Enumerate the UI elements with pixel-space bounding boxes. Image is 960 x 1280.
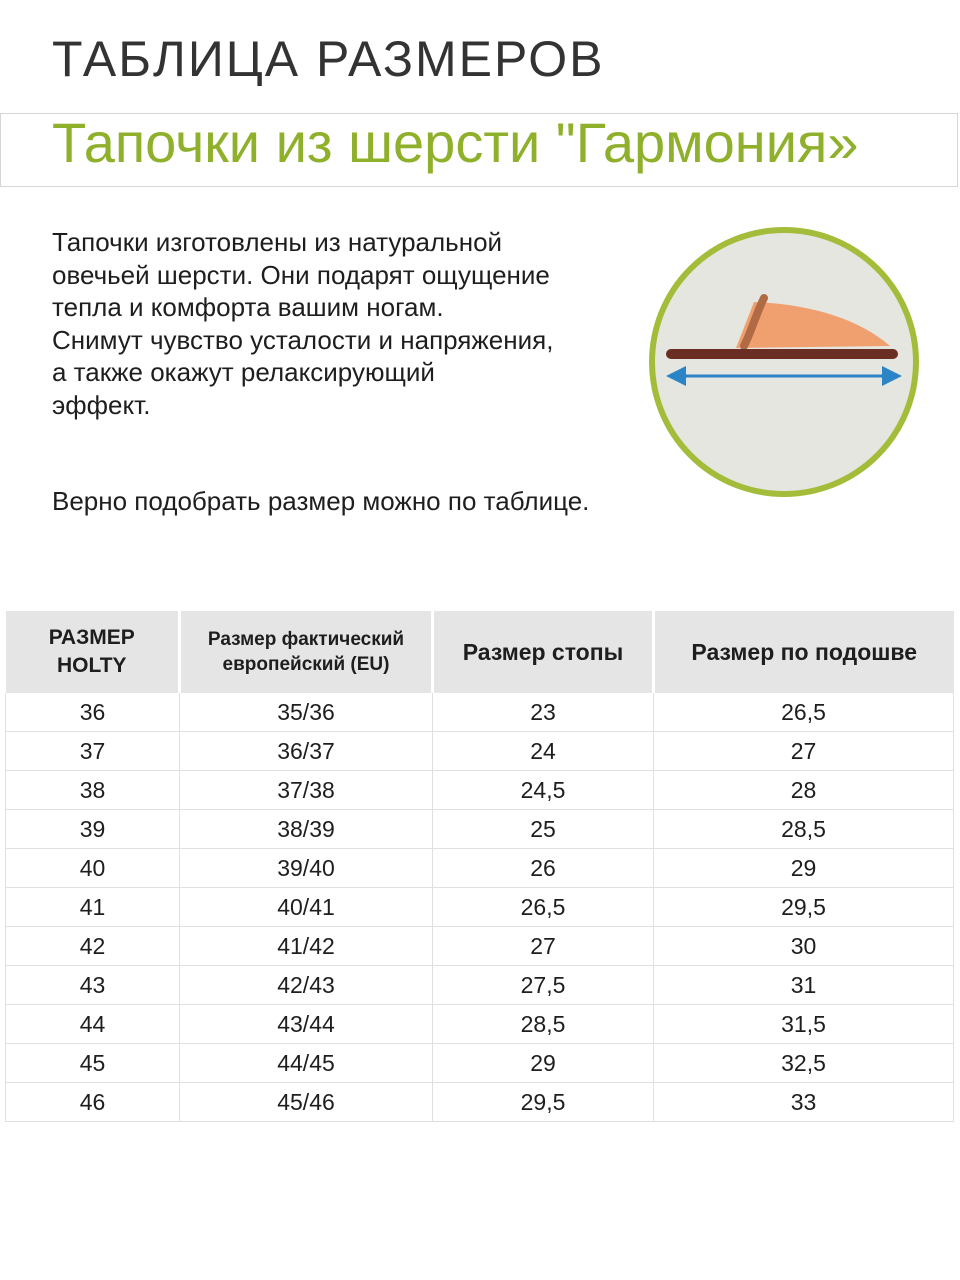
table-header-row: [6, 611, 954, 693]
cell-sole-size: 29: [654, 849, 954, 888]
cell-foot-size: 27: [433, 927, 654, 966]
cell-holty-size: 45: [6, 1044, 180, 1083]
cell-sole-size: 29,5: [654, 888, 954, 927]
description-line: Снимут чувство усталости и напряжения,: [52, 324, 554, 355]
description-line: Тапочки изготовлены из натуральной: [52, 227, 503, 257]
cell-foot-size: 24,5: [433, 771, 654, 810]
illustration-circle: [652, 230, 916, 494]
cell-sole-size: 28: [654, 771, 954, 810]
cell-sole-size: 31,5: [654, 1005, 954, 1044]
product-description: [52, 226, 612, 421]
size-table: [5, 611, 954, 1122]
cell-holty-size: 42: [6, 927, 180, 966]
description-line: овечьей шерсти. Они подарят ощущение: [52, 259, 550, 290]
cell-foot-size: 29,5: [433, 1083, 654, 1122]
cell-sole-size: 28,5: [654, 810, 954, 849]
cell-holty-size: 39: [6, 810, 180, 849]
header-foot-size: Размер стопы: [433, 611, 654, 693]
cell-holty-size: 36: [6, 693, 180, 732]
cell-holty-size: 38: [6, 771, 180, 810]
cell-holty-size: 40: [6, 849, 180, 888]
cell-sole-size: 26,5: [654, 693, 954, 732]
slipper-sole-length-icon: [648, 226, 920, 498]
cell-holty-size: 37: [6, 732, 180, 771]
cell-eu-size: 45/46: [180, 1083, 433, 1122]
table-row: [6, 732, 954, 771]
table-row: [6, 771, 954, 810]
table-body: [6, 693, 954, 1122]
page-title: ТАБЛИЦА РАЗМЕРОВ: [52, 31, 605, 87]
size-hint: Верно подобрать размер можно по таблице.: [52, 486, 590, 516]
cell-holty-size: 41: [6, 888, 180, 927]
description-line: эффект.: [52, 389, 151, 420]
table-row: [6, 1044, 954, 1083]
header-sole-size: Размер по подошве: [654, 611, 954, 693]
header-eu-line1: Размер фактический: [207, 629, 405, 650]
cell-eu-size: 37/38: [180, 771, 433, 810]
cell-foot-size: 23: [433, 693, 654, 732]
cell-foot-size: 27,5: [433, 966, 654, 1005]
product-title: Тапочки из шерсти "Гармония»: [52, 111, 859, 174]
cell-sole-size: 27: [654, 732, 954, 771]
table-row: [6, 888, 954, 927]
cell-foot-size: 26: [433, 849, 654, 888]
table-row: [6, 693, 954, 732]
slipper-sole: [666, 349, 898, 359]
table-row: [6, 810, 954, 849]
cell-foot-size: 29: [433, 1044, 654, 1083]
cell-eu-size: 43/44: [180, 1005, 433, 1044]
cell-holty-size: 44: [6, 1005, 180, 1044]
cell-foot-size: 24: [433, 732, 654, 771]
table-row: [6, 966, 954, 1005]
header-holty-size: [6, 611, 180, 693]
cell-foot-size: 25: [433, 810, 654, 849]
cell-eu-size: 40/41: [180, 888, 433, 927]
cell-eu-size: 41/42: [180, 927, 433, 966]
cell-sole-size: 30: [654, 927, 954, 966]
cell-eu-size: 44/45: [180, 1044, 433, 1083]
cell-sole-size: 33: [654, 1083, 954, 1122]
table-row: [6, 927, 954, 966]
header-holty-line1: РАЗМЕР: [48, 626, 135, 649]
cell-eu-size: 35/36: [180, 693, 433, 732]
cell-eu-size: 36/37: [180, 732, 433, 771]
header-holty-line2: HOLTY: [56, 654, 127, 677]
table-row: [6, 1083, 954, 1122]
table-row: [6, 849, 954, 888]
cell-holty-size: 46: [6, 1083, 180, 1122]
cell-holty-size: 43: [6, 966, 180, 1005]
cell-sole-size: 32,5: [654, 1044, 954, 1083]
header-eu-size: [180, 611, 433, 693]
cell-foot-size: 28,5: [433, 1005, 654, 1044]
description-line: а также окажут релаксирующий: [52, 357, 435, 387]
description-line: тепла и комфорта вашим ногам.: [52, 292, 444, 322]
cell-sole-size: 31: [654, 966, 954, 1005]
cell-eu-size: 39/40: [180, 849, 433, 888]
cell-eu-size: 42/43: [180, 966, 433, 1005]
header-eu-line2: европейский (EU): [222, 654, 390, 675]
table-row: [6, 1005, 954, 1044]
cell-eu-size: 38/39: [180, 810, 433, 849]
cell-foot-size: 26,5: [433, 888, 654, 927]
